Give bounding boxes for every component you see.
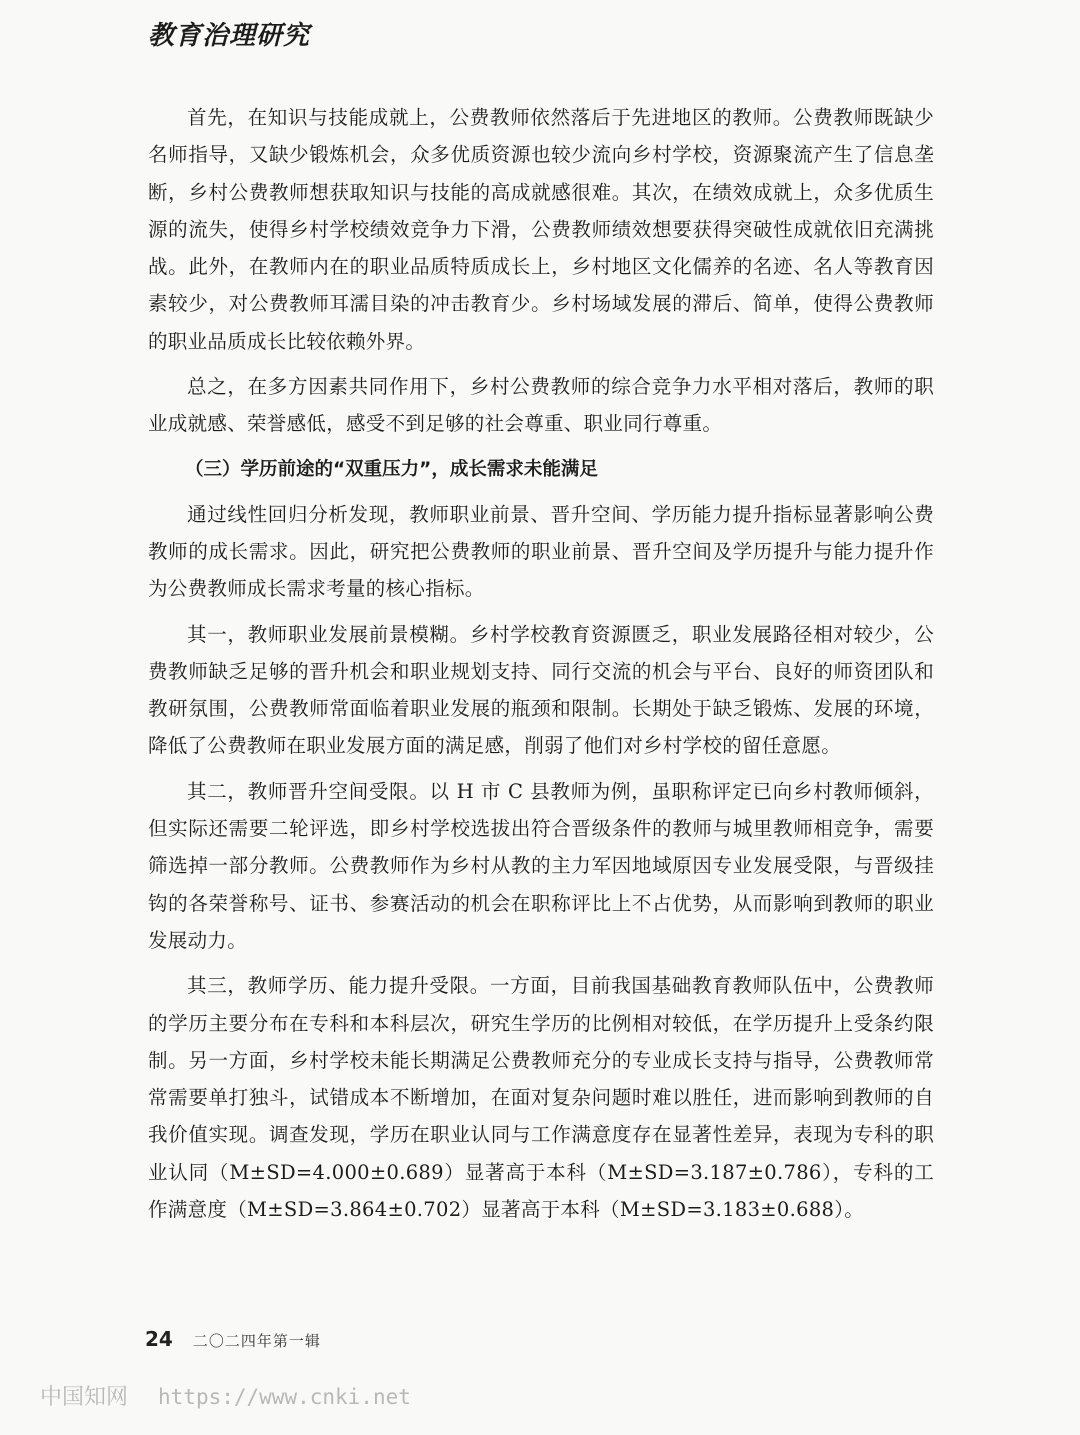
paragraph: 通过线性回归分析发现，教师职业前景、晋升空间、学历能力提升指标显著影响公费教师的成长需求。因此，研究把公费教师的职业前景、晋升空间及学历提升与能力提升作为公费教师成长需求考量的核心指标。 xyxy=(148,502,934,601)
paragraph: 首先，在知识与技能成就上，公费教师依然落后于先进地区的教师。公费教师既缺少名师指导，又缺少锻炼机会，众多优质资源也较少流向乡村学校，资源聚流产生了信息垄断，乡村公费教师想获取知识与技能的高成就感很难。其次，在绩效成就上，众多优质生源的流失，使得乡村学校绩效竞争力下滑，公费教师绩效想要获得突破性成就依旧充满挑战。此外，在教师内在的职业品质特质成长上，乡村地区文化儒养的名迹、名人等教育因素较少，对公费教师耳濡目染的冲击教育少。乡村场域发展的滞后、简单，使得公费教师的职业品质成长比较依赖外界。 xyxy=(148,106,934,353)
watermark xyxy=(40,1380,411,1411)
article-body xyxy=(148,99,934,1236)
watermark-brand: 中国知网 xyxy=(40,1385,129,1410)
watermark-url: https://www.cnki.net xyxy=(158,1385,411,1409)
journal-title: 教育治理研究 xyxy=(148,21,311,51)
paragraph: 其二，教师晋升空间受限。以 H 市 C 县教师为例，虽职称评定已向乡村教师倾斜，但实际还需要二轮评选，即乡村学校选拔出符合晋级条件的教师与城里教师相竞争，需要筛选掉一部分教师。公费教师作为乡村从教的主力军因地域原因专业发展受限，与晋级挂钩的各荣誉称号、证书、参赛活动的机会在职称评比上不占优势，从而影响到教师的职业发展动力。 xyxy=(148,779,934,952)
paragraph: 其一，教师职业发展前景模糊。乡村学校教育资源匮乏，职业发展路径相对较少，公费教师缺乏足够的晋升机会和职业规划支持、同行交流的机会与平台、良好的师资团队和教研氛围，公费教师常面临着职业发展的瓶颈和限制。长期处于缺乏锻炼、发展的环境，降低了公费教师在职业发展方面的满足感，削弱了他们对乡村学校的留任意愿。 xyxy=(148,622,934,758)
page-footer xyxy=(145,1327,321,1351)
page-number: 24 xyxy=(145,1327,173,1351)
paragraph: 总之，在多方因素共同作用下，乡村公费教师的综合竞争力水平相对落后，教师的职业成就感、荣誉感低，感受不到足够的社会尊重、职业同行尊重。 xyxy=(148,375,934,436)
issue-label: 二〇二四年第一辑 xyxy=(192,1332,321,1350)
section-heading: （三）学历前途的“双重压力”，成长需求未能满足 xyxy=(185,458,598,480)
paragraph: 其三，教师学历、能力提升受限。一方面，目前我国基础教育教师队伍中，公费教师的学历主要分布在专科和本科层次，研究生学历的比例相对较低，在学历提升上受条约限制。另一方面，乡村学校未能长期满足公费教师充分的专业成长支持与指导，公费教师常常需要单打独斗，试错成本不断增加，在面对复杂问题时难以胜任，进而影响到教师的自我价值实现。调查发现，学历在职业认同与工作满意度存在显著性差异，表现为专科的职业认同（M±SD=4.000±0.689）显著高于本科（M±SD=3.187±0.786），专科的工作满意度（M±SD=3.864±0.702）显著高于本科（M±SD=3.183±0.688）。 xyxy=(148,974,934,1222)
